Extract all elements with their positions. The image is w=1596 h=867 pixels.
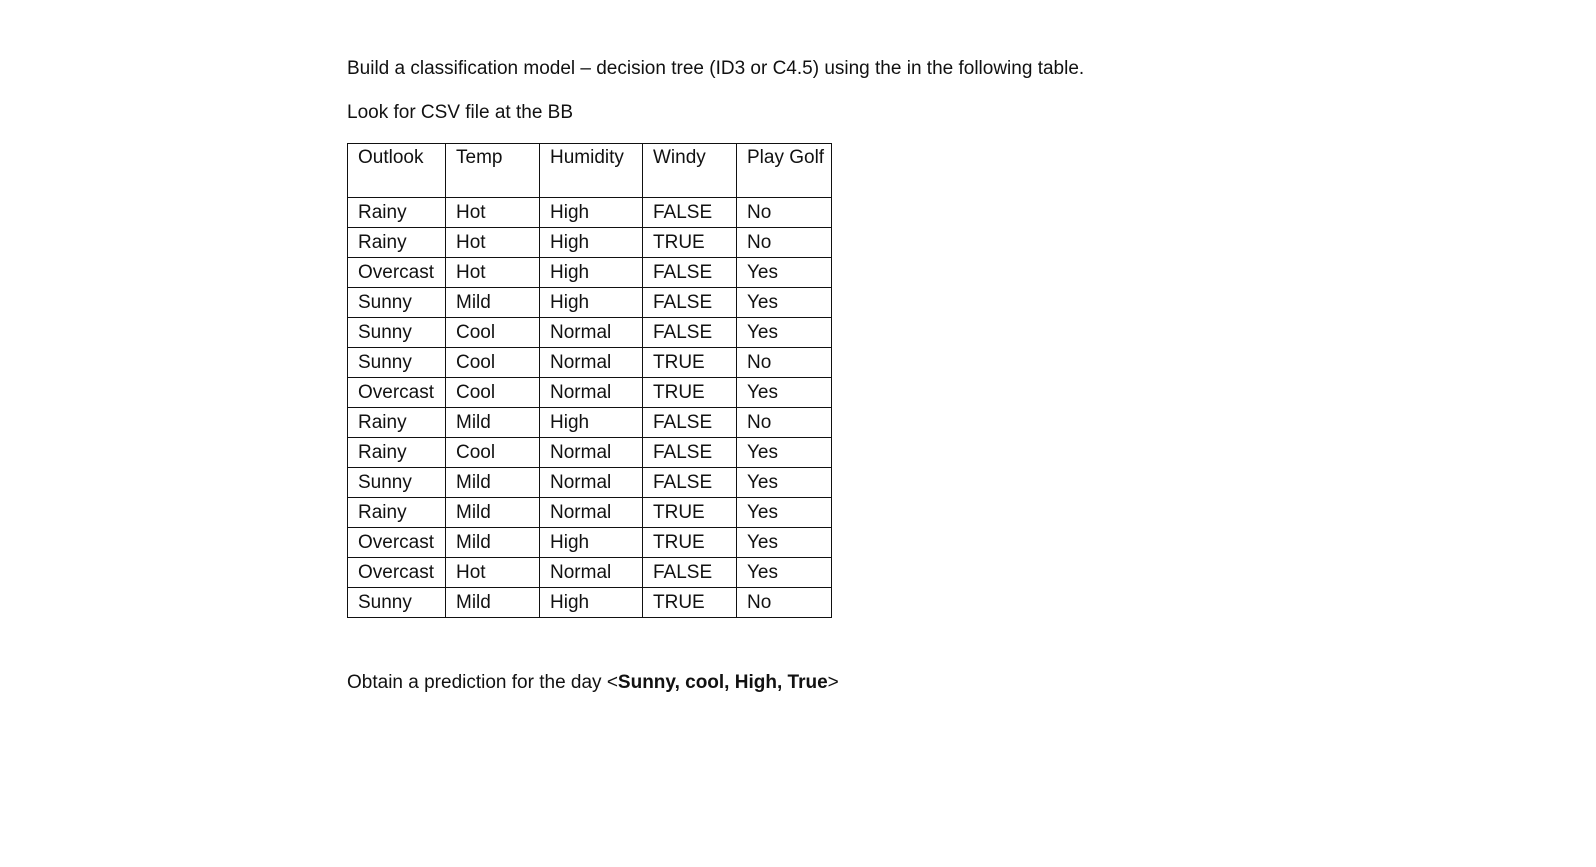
cell-temp: Mild: [446, 468, 540, 498]
cell-outlook: Rainy: [348, 198, 446, 228]
cell-outlook: Overcast: [348, 558, 446, 588]
prediction-query: Sunny, cool, High, True: [617, 672, 828, 693]
table-row: [348, 318, 832, 348]
table-row: [348, 438, 832, 468]
cell-windy: FALSE: [643, 468, 737, 498]
table-row: [348, 378, 832, 408]
cell-play-golf: No: [737, 228, 832, 258]
cell-play-golf: No: [737, 348, 832, 378]
cell-play-golf: No: [737, 408, 832, 438]
cell-outlook: Rainy: [348, 408, 446, 438]
cell-temp: Hot: [446, 228, 540, 258]
table-row: [348, 468, 832, 498]
cell-outlook: Sunny: [348, 348, 446, 378]
cell-outlook: Overcast: [348, 528, 446, 558]
cell-humidity: Normal: [540, 378, 643, 408]
cell-humidity: Normal: [540, 318, 643, 348]
cell-play-golf: Yes: [737, 498, 832, 528]
cell-temp: Hot: [446, 558, 540, 588]
header-humidity: Humidity: [540, 144, 643, 198]
prediction-prefix: Obtain a prediction for the day <: [347, 672, 618, 693]
cell-humidity: Normal: [540, 498, 643, 528]
header-temp: Temp: [446, 144, 540, 198]
cell-humidity: High: [540, 258, 643, 288]
cell-outlook: Sunny: [348, 468, 446, 498]
cell-temp: Cool: [446, 348, 540, 378]
cell-windy: FALSE: [643, 318, 737, 348]
header-outlook: Outlook: [348, 144, 446, 198]
table-row: [348, 258, 832, 288]
table-row: [348, 228, 832, 258]
cell-temp: Hot: [446, 258, 540, 288]
cell-humidity: Normal: [540, 558, 643, 588]
table-body: [348, 198, 832, 618]
cell-outlook: Rainy: [348, 498, 446, 528]
cell-humidity: Normal: [540, 468, 643, 498]
table-header-row: [348, 144, 832, 198]
cell-play-golf: Yes: [737, 288, 832, 318]
cell-outlook: Sunny: [348, 288, 446, 318]
table-row: [348, 588, 832, 618]
cell-windy: TRUE: [643, 588, 737, 618]
table-row: [348, 408, 832, 438]
cell-windy: FALSE: [643, 408, 737, 438]
cell-windy: TRUE: [643, 498, 737, 528]
cell-humidity: High: [540, 288, 643, 318]
instruction-line-1: Build a classification model – decision tree (ID3 or C4.5) using the in the following table.: [347, 58, 1085, 79]
cell-temp: Mild: [446, 588, 540, 618]
cell-play-golf: No: [737, 588, 832, 618]
cell-windy: FALSE: [643, 558, 737, 588]
cell-outlook: Sunny: [348, 318, 446, 348]
cell-humidity: Normal: [540, 438, 643, 468]
cell-windy: FALSE: [643, 288, 737, 318]
cell-temp: Cool: [446, 378, 540, 408]
cell-windy: TRUE: [643, 348, 737, 378]
cell-play-golf: Yes: [737, 558, 832, 588]
cell-play-golf: Yes: [737, 378, 832, 408]
cell-temp: Mild: [446, 528, 540, 558]
cell-humidity: High: [540, 588, 643, 618]
cell-humidity: High: [540, 408, 643, 438]
cell-outlook: Overcast: [348, 378, 446, 408]
table-row: [348, 528, 832, 558]
cell-play-golf: No: [737, 198, 832, 228]
cell-humidity: High: [540, 228, 643, 258]
cell-temp: Mild: [446, 498, 540, 528]
table-row: [348, 558, 832, 588]
cell-humidity: High: [540, 198, 643, 228]
header-windy: Windy: [643, 144, 737, 198]
table-row: [348, 498, 832, 528]
cell-windy: TRUE: [643, 228, 737, 258]
prediction-line: [347, 671, 839, 695]
cell-play-golf: Yes: [737, 258, 832, 288]
instruction-line-2: Look for CSV file at the BB: [347, 102, 574, 123]
cell-temp: Hot: [446, 198, 540, 228]
cell-temp: Mild: [446, 408, 540, 438]
cell-windy: TRUE: [643, 528, 737, 558]
cell-outlook: Overcast: [348, 258, 446, 288]
cell-temp: Cool: [446, 318, 540, 348]
cell-play-golf: Yes: [737, 318, 832, 348]
cell-humidity: Normal: [540, 348, 643, 378]
cell-temp: Mild: [446, 288, 540, 318]
cell-outlook: Rainy: [348, 228, 446, 258]
prediction-suffix: >: [827, 672, 839, 693]
cell-windy: FALSE: [643, 438, 737, 468]
cell-play-golf: Yes: [737, 528, 832, 558]
table-row: [348, 198, 832, 228]
cell-outlook: Rainy: [348, 438, 446, 468]
cell-windy: TRUE: [643, 378, 737, 408]
cell-outlook: Sunny: [348, 588, 446, 618]
cell-play-golf: Yes: [737, 438, 832, 468]
cell-windy: FALSE: [643, 258, 737, 288]
cell-humidity: High: [540, 528, 643, 558]
header-play-golf: Play Golf: [737, 144, 832, 198]
cell-play-golf: Yes: [737, 468, 832, 498]
cell-temp: Cool: [446, 438, 540, 468]
cell-windy: FALSE: [643, 198, 737, 228]
play-golf-table: [347, 143, 832, 618]
table-row: [348, 348, 832, 378]
table-row: [348, 288, 832, 318]
